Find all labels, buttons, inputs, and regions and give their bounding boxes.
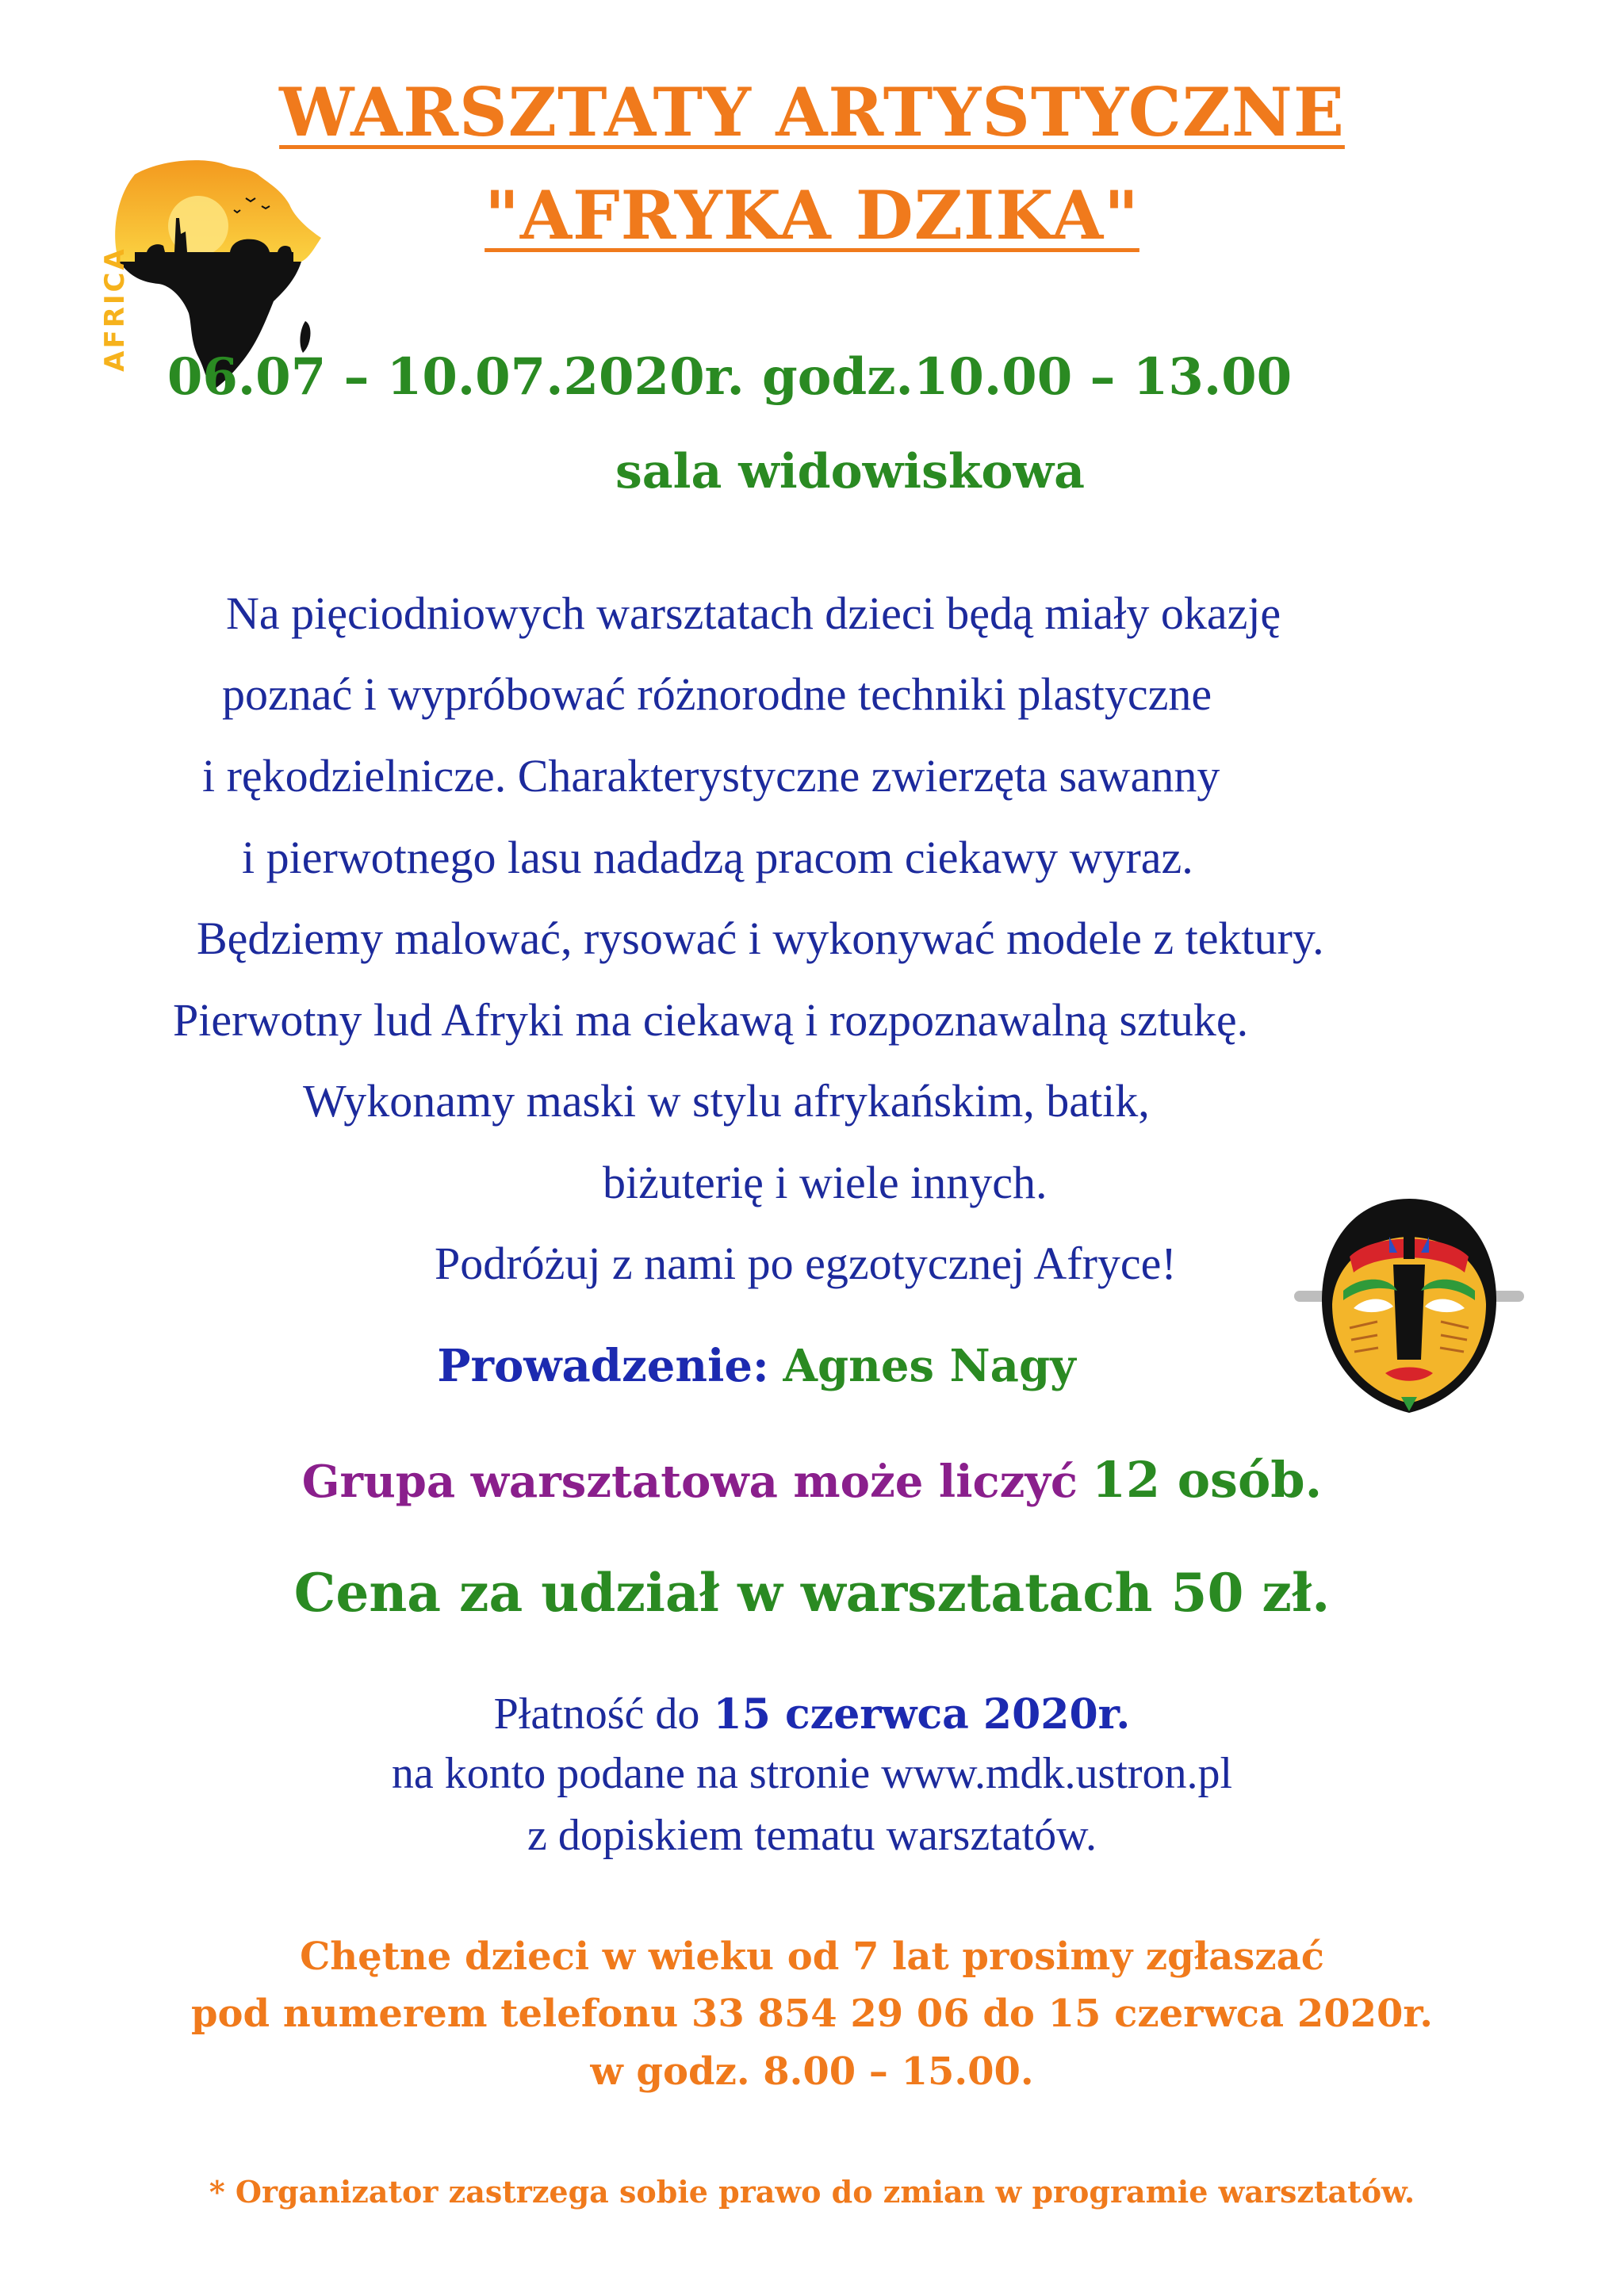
description-line-9: Podróżuj z nami po egzotycznej Afryce! (435, 1238, 1177, 1289)
description-line-3: i rękodzielnicze. Charakterystyczne zwierzęta sawanny (202, 750, 1220, 802)
event-dates: 06.07 – 10.07.2020r. godz.10.00 – 13.00 (167, 347, 1293, 407)
group-count: 12 osób. (1091, 1451, 1323, 1509)
signup-line-3: w godz. 8.00 – 15.00. (590, 2049, 1034, 2094)
payment-line-3: z dopiskiem tematu warsztatów. (527, 1811, 1097, 1860)
description-line-8: biżuterię i wiele innych. (603, 1157, 1048, 1208)
description-line-7: Wykonamy maski w stylu afrykańskim, batik, (303, 1075, 1150, 1127)
title-line-1: WARSZTATY ARTYSTYCZNE (279, 73, 1345, 151)
leader-line (0, 1340, 1568, 1392)
description-line-5: Będziemy malować, rysować i wykonywać modele z tektury. (197, 913, 1324, 964)
payment-prefix: Płatność do (493, 1689, 700, 1739)
description-line-2: poznać i wypróbować różnorodne techniki plastyczne (222, 668, 1212, 720)
description-line-4: i pierwotnego lasu nadadzą pracom ciekawy wyraz. (242, 832, 1193, 883)
payment-deadline: 15 czerwca 2020r. (713, 1690, 1131, 1739)
payment-line-2: na konto podane na stronie www.mdk.ustron.pl (391, 1749, 1233, 1798)
signup-line-2: pod numerem telefonu 33 854 29 06 do 15 czerwca 2020r. (190, 1992, 1434, 2036)
title-line-2: "AFRYKA DZIKA" (485, 176, 1139, 254)
description-line-1: Na pięciodniowych warsztatach dzieci będą miały okazję (226, 587, 1281, 639)
signup-line-1: Chętne dzieci w wieku od 7 lat prosimy zgłaszać (300, 1934, 1324, 1979)
price-line: Cena za udział w warsztatach 50 zł. (293, 1562, 1331, 1624)
group-text: Grupa warsztatowa może liczyć (301, 1456, 1078, 1508)
group-line (0, 1451, 1624, 1509)
leader-label: Prowadzenie: (437, 1340, 769, 1392)
description-line-6: Pierwotny lud Afryki ma ciekawą i rozpoznawalną sztukę. (173, 994, 1249, 1046)
africa-logo-text: AFRICA (98, 247, 131, 372)
footnote: * Organizator zastrzega sobie prawo do zmian w programie warsztatów. (209, 2174, 1415, 2210)
leader-name: Agnes Nagy (783, 1340, 1076, 1392)
event-venue: sala widowiskowa (615, 444, 1085, 499)
payment-line-1 (0, 1689, 1624, 1739)
